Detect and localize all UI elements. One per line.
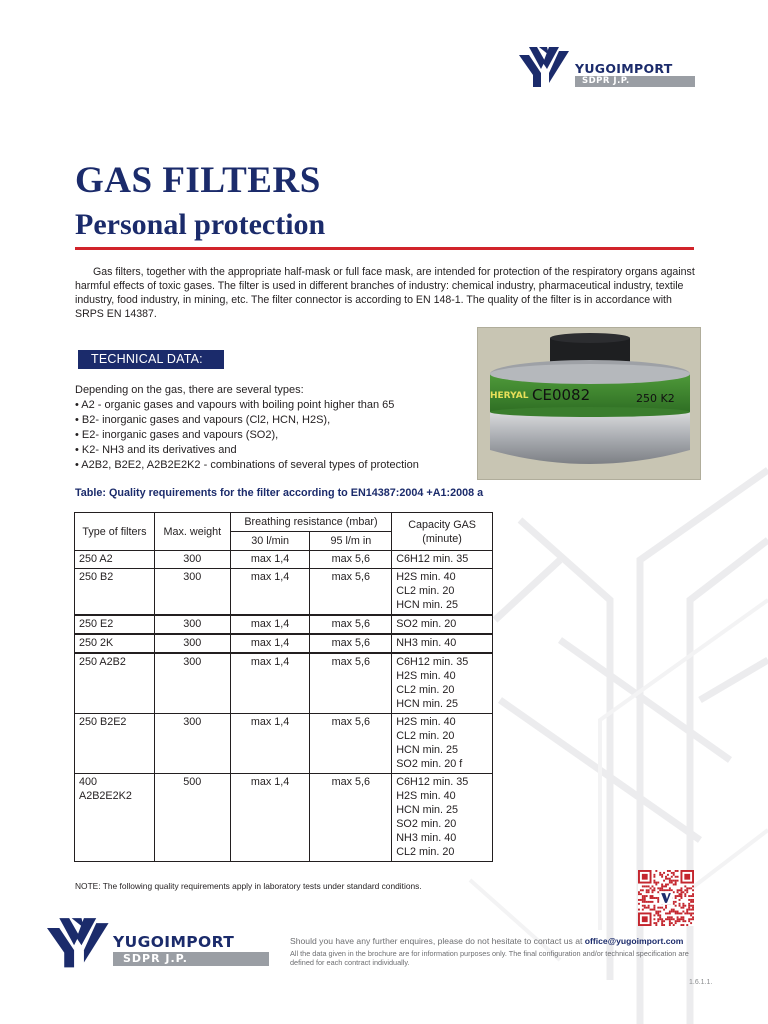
capacity-line: C6H12 min. 35 <box>396 553 469 565</box>
capacity-line: H2S min. 40 <box>396 670 456 682</box>
title-divider <box>75 247 694 250</box>
page-subtitle: Personal protection <box>75 208 326 241</box>
capacity-line: HCN min. 25 <box>396 698 459 710</box>
label-print-right: 250 K2 <box>636 392 675 405</box>
brand-name: YUGOIMPORT <box>575 61 673 76</box>
brand-sub: SDPR J.P. <box>582 76 630 86</box>
capacity-line: CL2 min. 20 <box>396 730 455 742</box>
disclaimer: All the data given in the brochure are for information purposes only. The final configuration and/or technical specification are defined for each contract individually. <box>290 949 689 967</box>
table-body <box>75 551 493 862</box>
cell-r95: max 5,6 <box>310 634 392 653</box>
table-note: NOTE: The following quality requirements apply in laboratory tests under standard conditions. <box>75 881 422 891</box>
capacity-line: HCN min. 25 <box>396 744 459 756</box>
list-item: • K2- NH3 and its derivatives and <box>75 444 237 456</box>
cell-r95: max 5,6 <box>310 653 392 714</box>
capacity-line: HCN min. 25 <box>396 599 459 611</box>
label-print-mid: CE0082 <box>532 386 591 404</box>
contact-line <box>290 936 683 946</box>
list-item: • B2- inorganic gases and vapours (Cl2, HCN, H2S), <box>75 414 331 426</box>
table-row <box>75 615 493 634</box>
header-95lmin: 95 l/m in <box>310 532 392 551</box>
cell-capacity <box>392 714 493 774</box>
cell-capacity <box>392 569 493 616</box>
capacity-line: SO2 min. 20 <box>396 618 457 630</box>
yugoimport-emblem-icon <box>47 918 111 970</box>
gas-filter-photo <box>477 327 701 480</box>
cell-weight: 300 <box>154 615 230 634</box>
cell-weight: 300 <box>154 653 230 714</box>
cell-r95: max 5,6 <box>310 569 392 616</box>
page-title: GAS FILTERS <box>75 160 321 201</box>
contact-email-link[interactable]: office@yugoimport.com <box>584 936 684 946</box>
cell-r30: max 1,4 <box>230 634 310 653</box>
table-caption: Table: Quality requirements for the filter according to EN14387:2004 +A1:2008 a <box>75 487 484 499</box>
capacity-line: CL2 min. 20 <box>396 585 455 597</box>
capacity-line: HCN min. 25 <box>396 804 459 816</box>
qr-code-icon <box>638 870 694 926</box>
list-item: • E2- inorganic gases and vapours (SO2), <box>75 429 279 441</box>
cell-type: 400 A2B2E2K2 <box>75 774 155 862</box>
header-resistance: Breathing resistance (mbar) <box>230 513 392 532</box>
table-row <box>75 714 493 774</box>
header-30lmin: 30 l/min <box>230 532 310 551</box>
cell-weight: 300 <box>154 569 230 616</box>
cell-capacity <box>392 551 493 569</box>
cell-weight: 500 <box>154 774 230 862</box>
cell-r95: max 5,6 <box>310 774 392 862</box>
cell-weight: 300 <box>154 714 230 774</box>
table-row <box>75 569 493 616</box>
list-item: • A2 - organic gases and vapours with boiling point higher than 65 <box>75 399 395 411</box>
table-row <box>75 774 493 862</box>
cell-type: 250 E2 <box>75 615 155 634</box>
cell-type: 250 B2 <box>75 569 155 616</box>
header-weight: Max. weight <box>154 513 230 551</box>
capacity-line: SO2 min. 20 <box>396 818 457 830</box>
cell-weight: 300 <box>154 551 230 569</box>
cell-r95: max 5,6 <box>310 714 392 774</box>
capacity-line: H2S min. 40 <box>396 571 456 583</box>
cell-capacity <box>392 653 493 714</box>
cell-r30: max 1,4 <box>230 551 310 569</box>
capacity-line: C6H12 min. 35 <box>396 656 469 668</box>
capacity-line: NH3 min. 40 <box>396 637 457 649</box>
cell-capacity <box>392 615 493 634</box>
table-row <box>75 634 493 653</box>
cell-r30: max 1,4 <box>230 774 310 862</box>
cell-type: 250 2K <box>75 634 155 653</box>
cell-weight: 300 <box>154 634 230 653</box>
header-type: Type of filters <box>75 513 155 551</box>
cell-r30: max 1,4 <box>230 714 310 774</box>
document-version: 1.6.1.1. <box>689 979 713 986</box>
cell-type: 250 A2B2 <box>75 653 155 714</box>
header-capacity: Capacity GAS (minute) <box>392 513 493 551</box>
cell-r30: max 1,4 <box>230 569 310 616</box>
list-intro: Depending on the gas, there are several types: <box>75 384 304 396</box>
capacity-line: H2S min. 40 <box>396 716 456 728</box>
capacity-line: CL2 min. 20 <box>396 684 455 696</box>
cell-r30: max 1,4 <box>230 615 310 634</box>
cell-r30: max 1,4 <box>230 653 310 714</box>
capacity-line: SO2 min. 20 f <box>396 758 463 770</box>
brand-name: YUGOIMPORT <box>113 933 235 951</box>
yugoimport-emblem-icon <box>519 47 571 89</box>
filter-types-list <box>75 383 475 473</box>
table-row <box>75 653 493 714</box>
quality-requirements-table <box>74 512 493 862</box>
technical-data-heading: TECHNICAL DATA: <box>78 350 224 369</box>
table-row <box>75 551 493 569</box>
cell-r95: max 5,6 <box>310 551 392 569</box>
label-print-left: HERYAL <box>490 391 529 401</box>
cell-type: 250 B2E2 <box>75 714 155 774</box>
intro-paragraph: Gas filters, together with the appropriate half-mask or full face mask, are intended for protection of the respiratory organs against harmful effects of toxic gases. The filter is used in different branches of industry: chemical industry, pharmaceutical industry, textile industry, food industry, in mining, etc. The filter connector is according to EN 148-1. The quality of the filter is in accordance with SRPS EN 14387. <box>75 266 695 320</box>
cell-r95: max 5,6 <box>310 615 392 634</box>
capacity-line: CL2 min. 20 <box>396 846 455 858</box>
brand-sub: SDPR J.P. <box>123 952 188 965</box>
cell-capacity <box>392 774 493 862</box>
brand-logo-footer <box>47 918 277 970</box>
capacity-line: H2S min. 40 <box>396 790 456 802</box>
cell-type: 250 A2 <box>75 551 155 569</box>
capacity-line: C6H12 min. 35 <box>396 776 469 788</box>
list-item: • A2B2, B2E2, A2B2E2K2 - combinations of several types of protection <box>75 459 419 471</box>
brand-logo-header <box>519 47 699 87</box>
contact-text: Should you have any further enquires, please do not hesitate to contact us at <box>290 936 583 946</box>
gas-filter-illustration <box>478 328 700 479</box>
capacity-line: NH3 min. 40 <box>396 832 457 844</box>
cell-capacity <box>392 634 493 653</box>
